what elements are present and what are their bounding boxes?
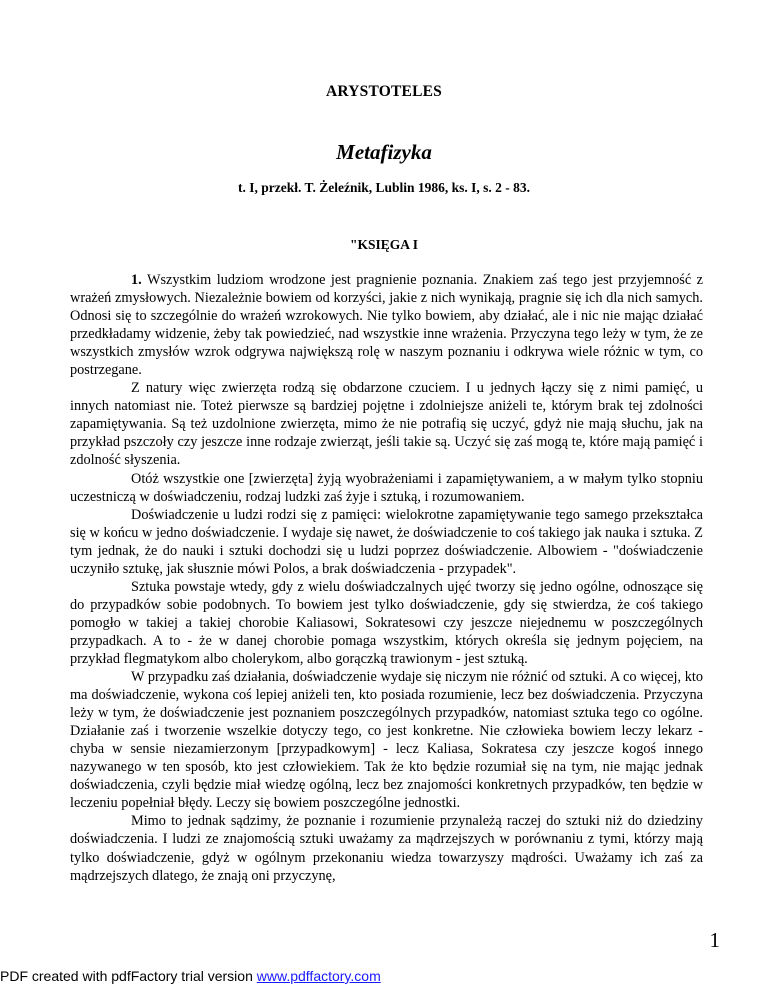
author-heading: ARYSTOTELES [326,83,442,100]
work-title: Metafizyka [336,140,432,164]
paragraph-6: W przypadku zaś działania, doświadczenie wydaje się niczym nie różnić od sztuki. A co więcej, kto ma doświadczenie, wykona coś lepiej aniżeli ten, kto posiada rozumienie, lecz bez doświadczenia. Przyczyna leży w tym, że doświadczenie jest poznaniem poszczególnych przypadków, natomiast sztuka tego co ogólne. Działanie zaś i tworzenie wszelkie dotyczy tego, co jest konkretne. Nie człowieka bowiem leczy lekarz - chyba w sensie niezamierzonym [przypadkowym] - lecz Kaliasa, Sokratesa czy jeszcze kogoś innego nazywanego w ten sposób, kto jest człowiekiem. Tak że kto będzie rozumiał się na tym, nie mając jednak doświadczenia, czyli będzie miał wiedzę ogólną, lecz bez znajomości konkretnych przypadków, ten będzie w leczeniu popełniał błędy. Leczy się bowiem poszczególne jednostki. [70,669,703,812]
paragraph-3: Otóż wszystkie one [zwierzęta] żyją wyobrażeniami i zapamiętywaniem, a w małym tylko stopniu uczestniczą w doświadczeniu, rodzaj ludzki zaś żyje i sztuką, i rozumowaniem. [70,470,703,505]
paragraph-2: Z natury więc zwierzęta rodzą się obdarzone czuciem. I u jednych łączy się z nimi pamięć, u innych natomiast nie. Toteż pierwsze są bardziej pojętne i zdolniejsze aniżeli te, którym brak tej zdolności zapamiętywania. Są też uzdolnione zwierzęta, mimo że nie potrafią się uczyć, gdyż nie mają słuchu, jak na przykład pszczoły czy jeszcze inne rodzaje zwierząt, jeśli takie są. Uczyć się zaś mogą te, które mają pamięć i zdolność słyszenia. [70,380,703,469]
paragraph-1 [70,271,703,379]
paragraph-7: Mimo to jednak sądzimy, że poznanie i rozumienie przynależą raczej do sztuki niż do dziedziny doświadczenia. I ludzi ze znajomością sztuki uważamy za mądrzejszych w porównaniu z tymi, którzy mają tylko doświadczenie, gdyż w ogólnym przekonaniu wiedza towarzyszy mądrości. Uważamy ich zaś za mądrzejszych dlatego, że znają oni przyczynę, [70,813,703,884]
paragraph-number: 1. [131,272,142,288]
paragraph-4: Doświadczenie u ludzi rodzi się z pamięci: wielokrotne zapamiętywanie tego samego przekształca się w końcu w jedno doświadczenie. I wydaje się nawet, że doświadczenie to coś takiego jak nauka i sztuka. Z tym jednak, że do nauki i sztuki dochodzi się u ludzi poprzez doświadczenie. Albowiem - "doświadczenie uczyniło sztukę, jak słusznie mówi Polos, a brak doświadczenia - przypadek". [70,506,703,577]
footer-prefix: PDF created with pdfFactory trial version [0,968,257,984]
paragraph-5: Sztuka powstaje wtedy, gdy z wielu doświadczalnych ujęć tworzy się jedno ogólne, odnoszące się do przypadków sobie podobnych. To bowiem jest tylko doświadczenie, gdy się stwierdza, że coś takiego pomogło w takiej a takiej chorobie Kaliasowi, Sokratesowi czy jeszcze niejednemu w poszczególnych przypadkach. A to - że w danej chorobie pomaga wszystkim, których określa się jednym pojęciem, na przykład flegmatykom albo cholerykom, albo gorączką trawionym - jest sztuką. [70,578,703,667]
page-number: 1 [709,928,720,952]
bibliographic-note: t. I, przekł. T. Żeleźnik, Lublin 1986, ks. I, s. 2 - 83. [237,180,531,195]
pdf-footer [0,968,381,984]
paragraph-1-text: Wszystkim ludziom wrodzone jest pragnienie poznania. Znakiem zaś tego jest przyjemność z wrażeń zmysłowych. Niezależnie bowiem od korzyści, jakie z nich wynikają, pragnie się ich dla nich samych. Odnosi się to szczególnie do wrażeń wzrokowych. Nie tylko bowiem, aby działać, ale i nic nie mając działać przedkładamy widzenie, żeby tak powiedzieć, nad wszystkie inne wrażenia. Przyczyna tego leży w tym, że ze wszystkich zmysłów wzrok odgrywa największą rolę w naszym poznaniu i odkrywa wiele różnic w tym, co postrzegane. [70,272,703,379]
book-heading: "KSIĘGA I [350,237,418,252]
pdffactory-link[interactable]: www.pdffactory.com [256,968,381,984]
body-text [70,268,703,885]
